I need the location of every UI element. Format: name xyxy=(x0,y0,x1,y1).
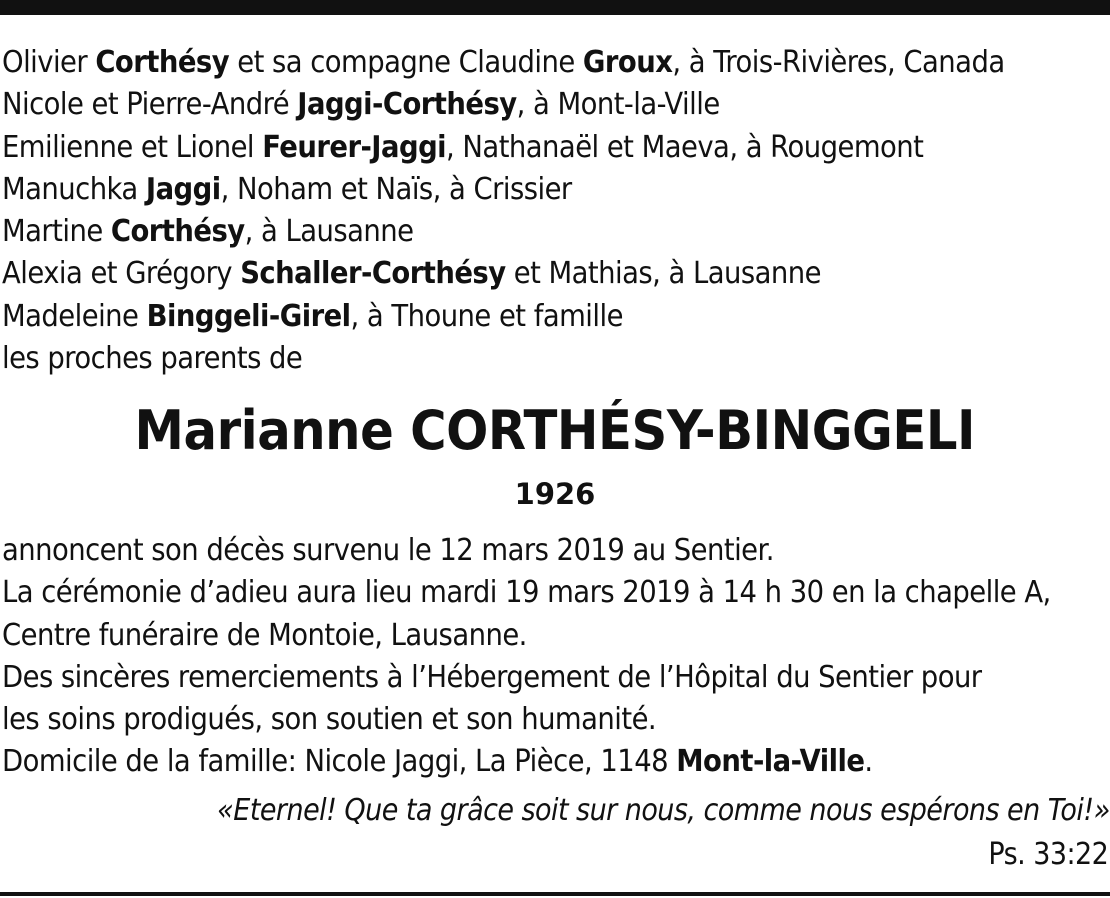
announcement-line: les soins prodigués, son soutien et son humanité. xyxy=(2,702,657,738)
announcement-line: La cérémonie d’adieu aura lieu mardi 19 mars 2019 à 14 h 30 en la chapelle A, xyxy=(2,575,1051,611)
family-list xyxy=(2,42,1107,380)
family-line: Nicole et Pierre-André Jaggi-Corthésy, à Mont-la-Ville xyxy=(2,87,720,123)
top-rule xyxy=(0,0,1110,15)
deceased-birth-year: 1926 xyxy=(514,477,596,511)
family-line: Olivier Corthésy et sa compagne Claudine Groux, à Trois-Rivières, Canada xyxy=(2,45,1005,80)
family-line: Madeleine Binggeli-Girel, à Thoune et famille xyxy=(2,298,623,334)
announcement-text xyxy=(2,530,1107,784)
announcement-line: annoncent son décès survenu le 12 mars 2019 au Sentier. xyxy=(2,533,774,568)
family-line: Martine Corthésy, à Lausanne xyxy=(2,214,414,250)
announcement-line: Domicile de la famille: Nicole Jaggi, La Pièce, 1148 Mont-la-Ville. xyxy=(2,744,873,780)
family-line: Manuchka Jaggi, Noham et Naïs, à Crissier xyxy=(2,171,572,207)
announcement-line: Des sincères remerciements à l’Hébergement de l’Hôpital du Sentier pour xyxy=(2,659,982,695)
announcement-line: Centre funéraire de Montoie, Lausanne. xyxy=(2,617,527,653)
family-line: Alexia et Grégory Schaller-Corthésy et Mathias, à Lausanne xyxy=(2,256,821,292)
family-line: les proches parents de xyxy=(2,341,303,377)
bottom-rule xyxy=(0,892,1110,896)
deceased-name xyxy=(0,396,1110,466)
verse-quote: «Eternel! Que ta grâce soit sur nous, comme nous espérons en Toi!» xyxy=(217,793,1110,828)
verse-reference: Ps. 33:22 xyxy=(988,837,1108,872)
deceased-name-text: Marianne CORTHÉSY-BINGGELI xyxy=(134,399,976,462)
family-line: Emilienne et Lionel Feurer-Jaggi, Nathanaël et Maeva, à Rougemont xyxy=(2,129,924,165)
